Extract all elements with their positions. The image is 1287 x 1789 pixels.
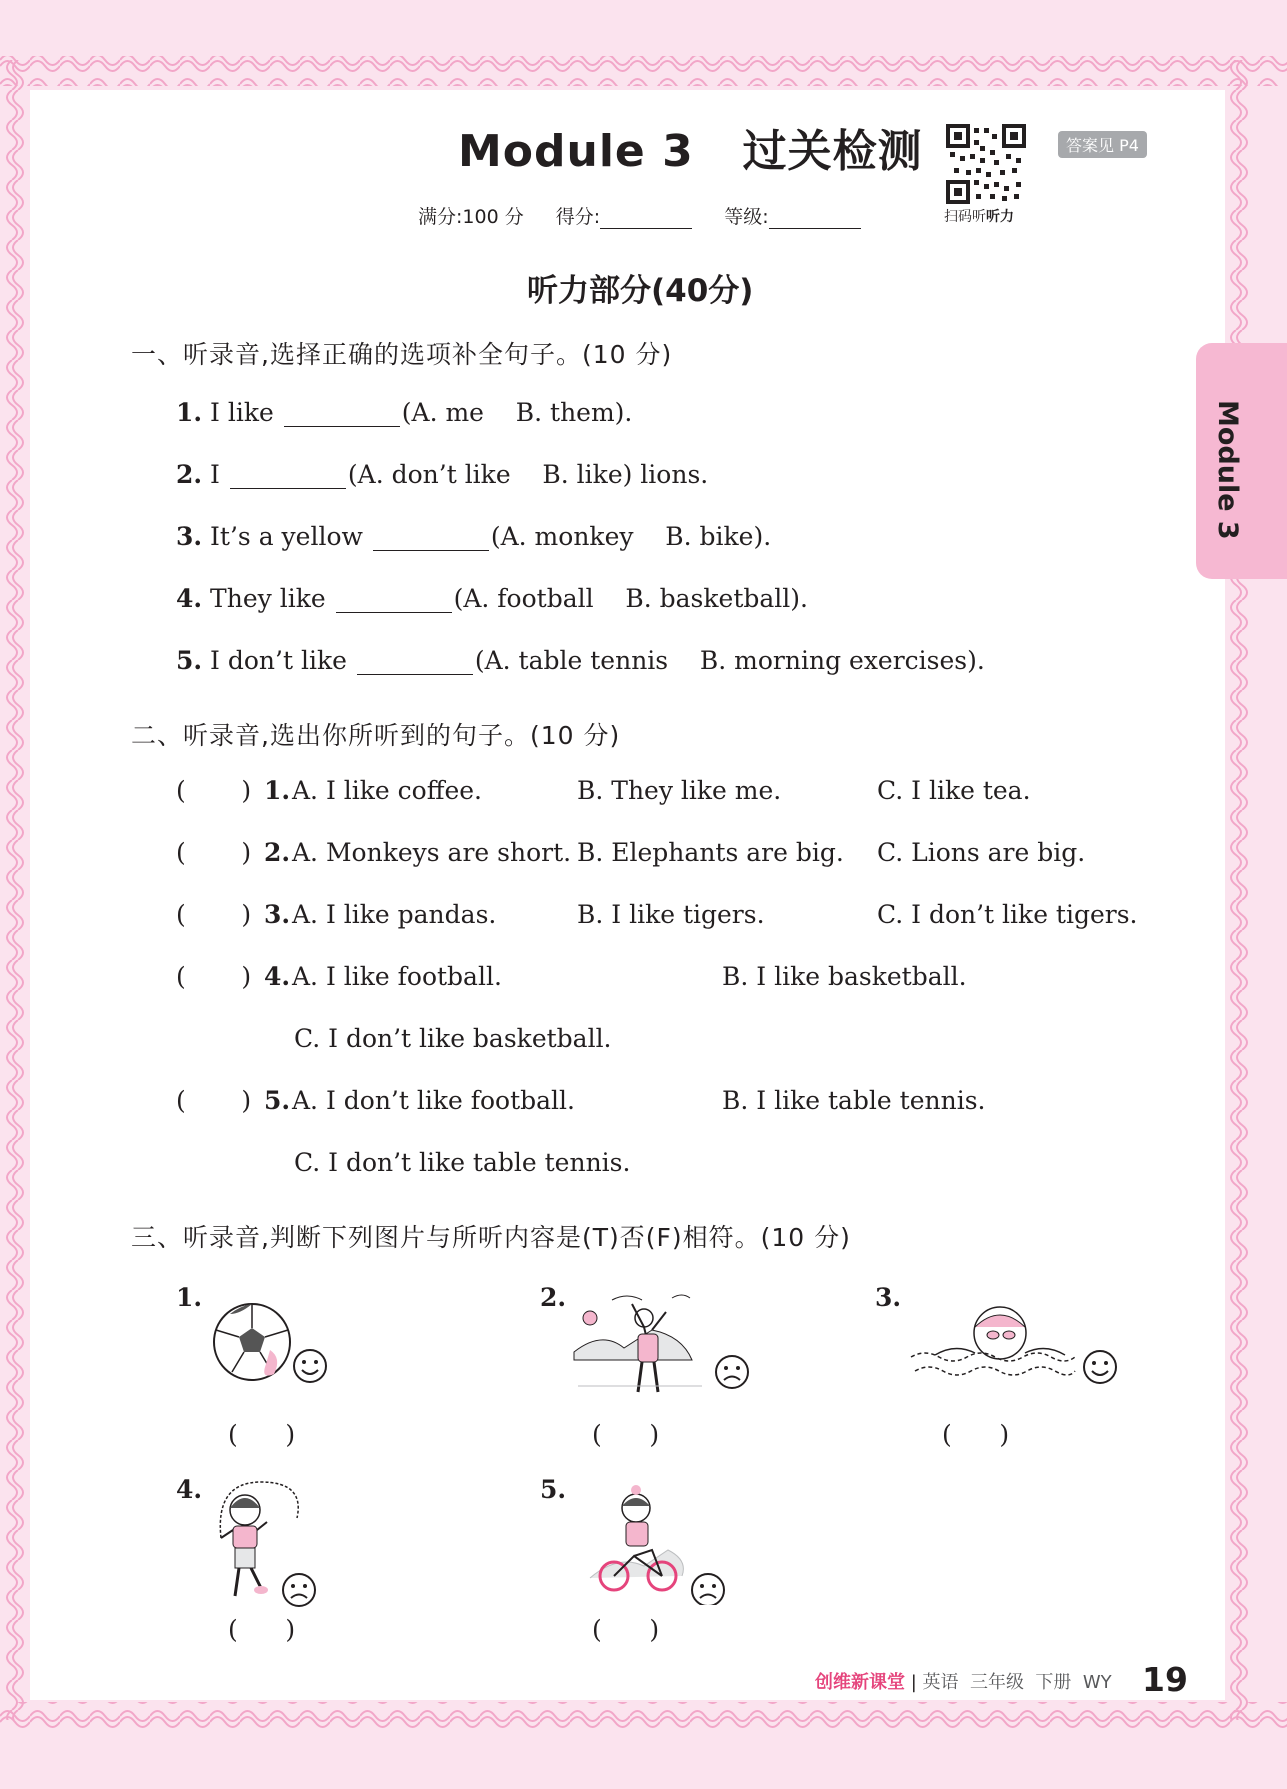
riding-bike-picture bbox=[588, 1480, 738, 1605]
answer-paren[interactable]: ( ) bbox=[176, 838, 252, 867]
answer-paren[interactable]: ( ) bbox=[176, 1086, 252, 1115]
answer-paren-3[interactable]: ( ) bbox=[942, 1420, 1010, 1449]
smile-face-icon bbox=[294, 1350, 326, 1382]
option-c: C. I don’t like table tennis. bbox=[294, 1148, 631, 1177]
item-text-before: I bbox=[202, 460, 228, 489]
score-label: 得分: bbox=[555, 206, 601, 228]
fill-blank[interactable] bbox=[336, 588, 452, 613]
qr-caption-bold: 听力 bbox=[986, 209, 1014, 225]
fill-blank[interactable] bbox=[230, 464, 346, 489]
swimming-picture bbox=[905, 1295, 1125, 1395]
item-text-before: I like bbox=[202, 398, 282, 427]
item-number: 4. bbox=[176, 584, 203, 613]
frown-face-icon bbox=[283, 1574, 315, 1606]
answer-paren-2[interactable]: ( ) bbox=[592, 1420, 660, 1449]
score-line bbox=[418, 202, 861, 229]
part1-heading: 一、听录音,选择正确的选项补全句子。(10 分) bbox=[131, 340, 673, 369]
worksheet-paper bbox=[30, 90, 1225, 1700]
part1-item bbox=[176, 460, 708, 489]
item-number: 3. bbox=[176, 522, 203, 551]
option-a: A. I don’t like football. bbox=[292, 1086, 575, 1115]
answer-badge: 答案见 P4 bbox=[1058, 131, 1147, 158]
frown-face-icon bbox=[692, 1574, 724, 1605]
option-b: B. I like table tennis. bbox=[722, 1086, 986, 1115]
answer-paren[interactable]: ( ) bbox=[176, 900, 252, 929]
item-options: (A. me B. them). bbox=[401, 398, 633, 427]
option-a: A. I like football. bbox=[292, 962, 502, 991]
item-number: 2. bbox=[264, 838, 291, 867]
part1-item bbox=[176, 522, 771, 551]
option-a: A. Monkeys are short. bbox=[292, 838, 572, 867]
side-tab-label: Module 3 bbox=[1212, 400, 1243, 540]
qr-caption bbox=[944, 206, 1014, 226]
footer-brand: 创维新课堂 bbox=[815, 1672, 905, 1693]
option-c: C. I don’t like basketball. bbox=[294, 1024, 612, 1053]
football-picture bbox=[210, 1300, 340, 1390]
answer-paren[interactable]: ( ) bbox=[176, 962, 252, 991]
option-a: A. I like pandas. bbox=[292, 900, 497, 929]
option-a: A. I like coffee. bbox=[292, 776, 483, 805]
item-options: (A. table tennis B. morning exercises). bbox=[474, 646, 985, 675]
picture-num-5: 5. bbox=[540, 1475, 567, 1504]
answer-paren-4[interactable]: ( ) bbox=[228, 1615, 296, 1644]
listening-section-title: 听力部分(40分) bbox=[527, 273, 754, 309]
item-text-before: I don’t like bbox=[202, 646, 355, 675]
page-title: Module 3 过关检测 bbox=[458, 126, 923, 177]
qr-code-icon[interactable] bbox=[946, 124, 1026, 204]
morning-exercises-picture bbox=[572, 1290, 757, 1405]
item-number: 2. bbox=[176, 460, 203, 489]
grade-label: 等级: bbox=[724, 206, 769, 228]
fill-blank[interactable] bbox=[284, 402, 400, 427]
option-b: B. Elephants are big. bbox=[577, 838, 844, 867]
full-score: 满分:100 分 bbox=[418, 206, 524, 228]
part1-item bbox=[176, 646, 985, 675]
item-text-before: It’s a yellow bbox=[202, 522, 371, 551]
option-c: C. I like tea. bbox=[877, 776, 1031, 805]
picture-num-1: 1. bbox=[176, 1283, 203, 1312]
answer-paren-1[interactable]: ( ) bbox=[228, 1420, 296, 1449]
item-number: 5. bbox=[176, 646, 203, 675]
item-number: 1. bbox=[176, 398, 203, 427]
option-b: B. I like basketball. bbox=[722, 962, 967, 991]
option-c: C. Lions are big. bbox=[877, 838, 1086, 867]
part3-heading: 三、听录音,判断下列图片与所听内容是(T)否(F)相符。(10 分) bbox=[131, 1223, 851, 1252]
page-number: 19 bbox=[1142, 1660, 1188, 1699]
footer-separator: | bbox=[910, 1672, 917, 1693]
item-number: 5. bbox=[264, 1086, 291, 1115]
item-number: 4. bbox=[264, 962, 291, 991]
option-b: B. I like tigers. bbox=[577, 900, 765, 929]
fill-blank[interactable] bbox=[357, 650, 473, 675]
picture-num-3: 3. bbox=[875, 1283, 902, 1312]
item-options: (A. football B. basketball). bbox=[453, 584, 808, 613]
smile-face-icon bbox=[1084, 1351, 1116, 1383]
fill-blank[interactable] bbox=[373, 526, 489, 551]
option-c: C. I don’t like tigers. bbox=[877, 900, 1138, 929]
part1-item bbox=[176, 584, 808, 613]
skipping-rope-picture bbox=[205, 1478, 325, 1613]
item-number: 3. bbox=[264, 900, 291, 929]
picture-num-4: 4. bbox=[176, 1475, 203, 1504]
grade-blank[interactable] bbox=[769, 210, 861, 229]
frown-face-icon bbox=[716, 1356, 748, 1388]
answer-paren-5[interactable]: ( ) bbox=[592, 1615, 660, 1644]
picture-num-2: 2. bbox=[540, 1283, 567, 1312]
part2-heading: 二、听录音,选出你所听到的句子。(10 分) bbox=[131, 721, 621, 750]
score-blank[interactable] bbox=[600, 210, 692, 229]
item-options: (A. don’t like B. like) lions. bbox=[347, 460, 709, 489]
item-options: (A. monkey B. bike). bbox=[490, 522, 772, 551]
qr-caption-prefix: 扫码听 bbox=[944, 209, 986, 225]
part1-item bbox=[176, 398, 632, 427]
option-b: B. They like me. bbox=[577, 776, 782, 805]
footer bbox=[815, 1668, 1112, 1694]
answer-paren[interactable]: ( ) bbox=[176, 776, 252, 805]
footer-info: 英语 三年级 下册 WY bbox=[922, 1672, 1112, 1693]
item-number: 1. bbox=[264, 776, 291, 805]
item-text-before: They like bbox=[202, 584, 334, 613]
